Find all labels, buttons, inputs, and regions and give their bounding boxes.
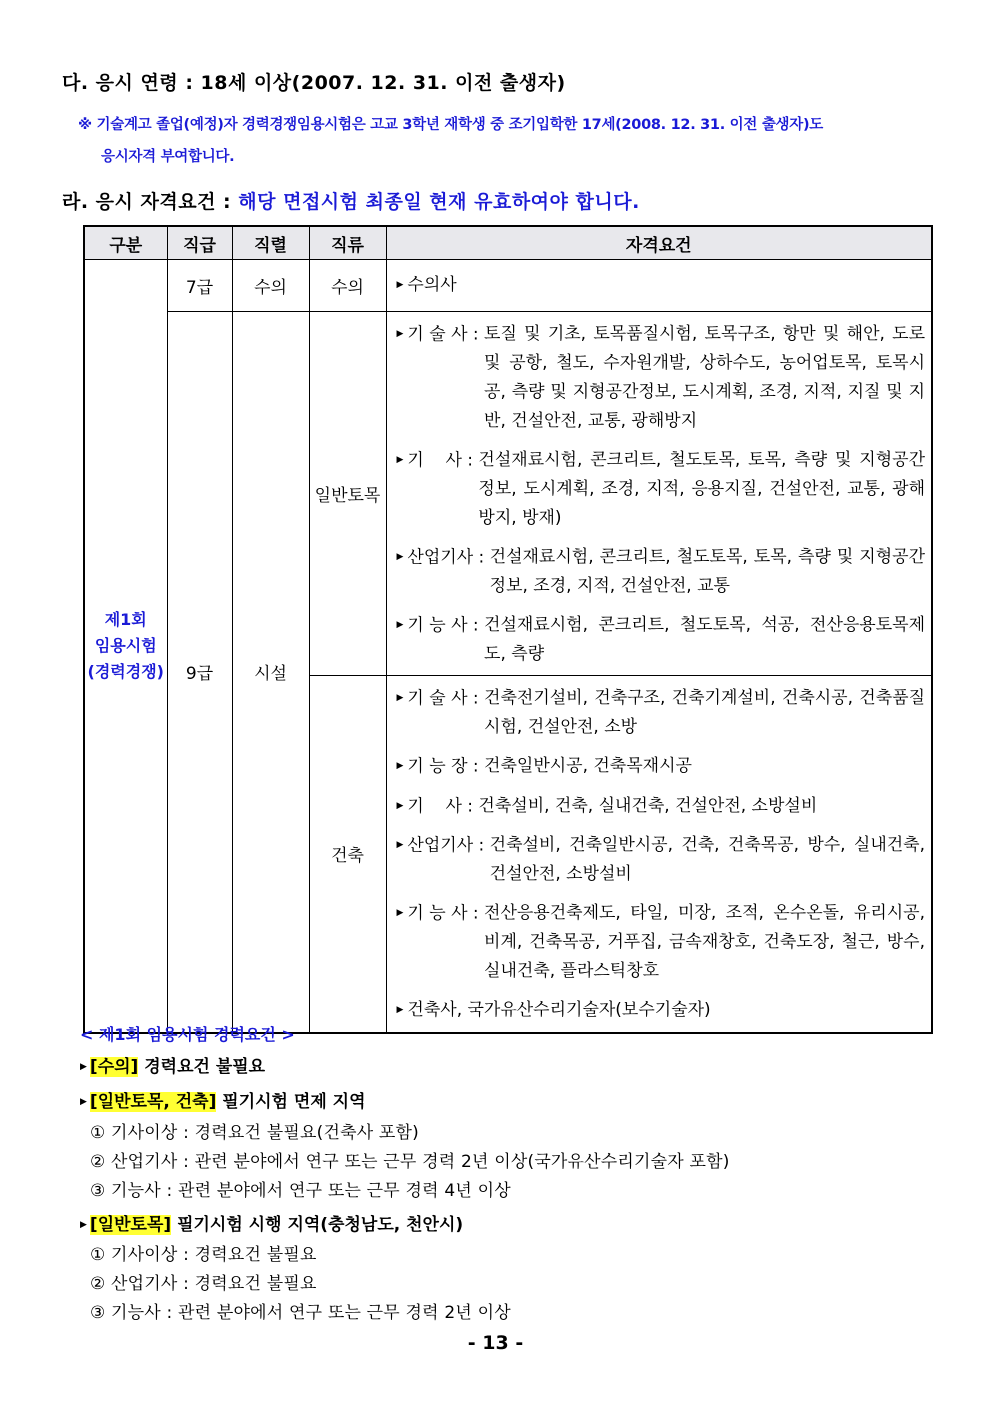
qual-label: 기 능 장 :: [407, 756, 479, 777]
class-civil-cell: 일반토목: [309, 312, 386, 676]
tag-civil-arch: [일반토목, 건축]: [89, 1092, 217, 1112]
qual-text: 건축사, 국가유산수리기술자(보수기술자): [407, 1000, 711, 1020]
requirement-line: ② 산업기사 : 경력요건 불필요: [90, 1274, 317, 1294]
category-cell: [84, 260, 167, 1033]
bullet-text: 경력요건 불필요: [138, 1057, 266, 1077]
qual-label: 산업기사 :: [407, 835, 485, 856]
requirement-line: ③ 기능사 : 관련 분야에서 연구 또는 근무 경력 4년 이상: [90, 1181, 511, 1201]
bullet-text: 필기시험 시행 지역(충청남도, 천안시): [171, 1215, 464, 1235]
bullet-exam-region: [80, 1210, 463, 1235]
class-arch-cell: 건축: [309, 676, 386, 1033]
page-number: - 13 -: [467, 1332, 524, 1354]
section-age-heading: 다. 응시 연령 : 18세 이상(2007. 12. 31. 이전 출생자): [62, 72, 566, 94]
series-vet-cell: 수의: [232, 260, 309, 312]
qual-label: 기 능 사 :: [407, 615, 479, 636]
series-facility-cell: 시설: [232, 312, 309, 1033]
triangle-bullet-icon: ▶: [396, 329, 404, 339]
requirement-line: ① 기사이상 : 경력요건 불필요: [90, 1245, 317, 1265]
qual-vet-cell: [386, 260, 932, 312]
triangle-bullet-icon: ▶: [396, 455, 404, 465]
triangle-bullet-icon: ▶: [80, 1062, 87, 1072]
qualification-table: [83, 225, 933, 1034]
table-header-row: [84, 226, 932, 260]
header-class: 직류: [309, 226, 386, 260]
triangle-bullet-icon: ▶: [396, 840, 404, 850]
qual-text: 전산응용건축제도, 타일, 미장, 조적, 온수온돌, 유리시공, 비계, 건축목공, 거푸집, 금속재창호, 건축도장, 철근, 방수, 실내건축, 플라스틱창호: [484, 903, 925, 981]
triangle-bullet-icon: ▶: [396, 800, 404, 811]
tag-civil: [일반토목]: [89, 1215, 172, 1235]
qual-arch-cell: [386, 676, 932, 1033]
bullet-text: 필기시험 면제 지역: [216, 1092, 366, 1112]
qual-item: [397, 446, 926, 533]
header-category: 구분: [84, 226, 167, 260]
category-line: (경력경쟁): [87, 661, 164, 681]
qual-text: 건축설비, 건축, 실내건축, 건설안전, 소방설비: [478, 795, 818, 816]
qual-civil-cell: [386, 312, 932, 676]
qual-item: [397, 611, 926, 669]
triangle-bullet-icon: ▶: [396, 1005, 404, 1015]
bullet-vet: [80, 1052, 265, 1077]
qual-label: 기 능 사 :: [407, 903, 479, 924]
qual-label: 기 사 :: [407, 796, 474, 816]
triangle-bullet-icon: ▶: [80, 1220, 87, 1230]
requirement-line: ② 산업기사 : 관련 분야에서 연구 또는 근무 경력 2년 이상(국가유산수리기술자 포함): [90, 1152, 730, 1172]
triangle-bullet-icon: ▶: [396, 908, 404, 918]
requirement-line: ① 기사이상 : 경력요건 불필요(건축사 포함): [90, 1123, 420, 1143]
header-qualification: 자격요건: [386, 226, 932, 260]
triangle-bullet-icon: ▶: [396, 552, 404, 562]
qualification-heading-prefix: 라. 응시 자격요건 :: [62, 191, 239, 213]
age-note-line1: ※ 기술계고 졸업(예정)자 경력경쟁임용시험은 고교 3학년 재학생 중 조기입학한 17세(2008. 12. 31. 이전 출생자)도: [78, 117, 823, 133]
qual-label: 기 사 :: [407, 450, 474, 471]
qual-item: [397, 899, 926, 986]
qual-item: [397, 996, 926, 1026]
qual-text: 건설재료시험, 콘크리트, 철도토목, 석공, 전산응용토목제도, 측량: [484, 615, 925, 664]
triangle-bullet-icon: ▶: [80, 1097, 87, 1107]
category-line: 임용시험: [94, 635, 157, 655]
qualification-heading-emphasis: 해당 면접시험 최종일 현재 유효하여야 합니다.: [238, 191, 640, 213]
qual-text: 건축일반시공, 건축목재시공: [484, 756, 692, 776]
class-vet-cell: 수의: [309, 260, 386, 312]
section-qualification-heading: [62, 187, 640, 214]
qual-item: [397, 684, 926, 742]
requirement-line: ③ 기능사 : 관련 분야에서 연구 또는 근무 경력 2년 이상: [90, 1303, 511, 1323]
table-row: [84, 260, 932, 312]
qual-item: [397, 320, 926, 436]
bullet-exempt-region: [80, 1087, 366, 1112]
qual-text: 건설재료시험, 콘크리트, 철도토목, 토목, 측량 및 지형공간정보, 도시계획, 조경, 지적, 응용지질, 건설안전, 교통, 광해방지, 방재): [478, 450, 925, 528]
table-row: [84, 312, 932, 676]
grade-7-cell: 7급: [167, 260, 232, 312]
triangle-bullet-icon: ▶: [396, 693, 404, 703]
grade-9-cell: 9급: [167, 312, 232, 1033]
header-series: 직렬: [232, 226, 309, 260]
qual-label: 기 술 사 :: [407, 324, 479, 345]
qual-item: [397, 752, 926, 782]
qual-item: [397, 543, 926, 601]
qual-item: [397, 792, 926, 822]
qual-label: 기 술 사 :: [407, 688, 479, 709]
triangle-bullet-icon: ▶: [396, 761, 404, 771]
triangle-bullet-icon: ▶: [396, 620, 404, 630]
qual-text: 건축설비, 건축일반시공, 건축, 건축목공, 방수, 실내건축, 건설안전, 소방설비: [489, 835, 925, 884]
qual-text: 토질 및 기초, 토목품질시험, 토목구조, 항만 및 해안, 도로 및 공항, 철도, 수자원개발, 상하수도, 농어업토목, 토목시공, 측량 및 지형공간정보, 도시계획, 조경, 지적, 지질 및 지반, 건설안전, 교통, 광해방지: [484, 324, 925, 431]
header-grade: 직급: [167, 226, 232, 260]
age-note-line2: 응시자격 부여합니다.: [101, 149, 235, 165]
triangle-bullet-icon: ▶: [396, 279, 404, 290]
qual-text: 건설재료시험, 콘크리트, 철도토목, 토목, 측량 및 지형공간정보, 조경, 지적, 건설안전, 교통: [489, 547, 925, 596]
career-requirements-title: < 제1회 임용시험 경력요건 >: [80, 1025, 295, 1044]
category-line: 제1회: [104, 609, 147, 629]
qual-text: 건축전기설비, 건축구조, 건축기계설비, 건축시공, 건축품질시험, 건설안전, 소방: [484, 688, 925, 737]
tag-vet: [수의]: [89, 1057, 139, 1077]
qual-item: [397, 831, 926, 889]
qual-text: 수의사: [407, 274, 457, 295]
qual-label: 산업기사 :: [407, 547, 485, 568]
